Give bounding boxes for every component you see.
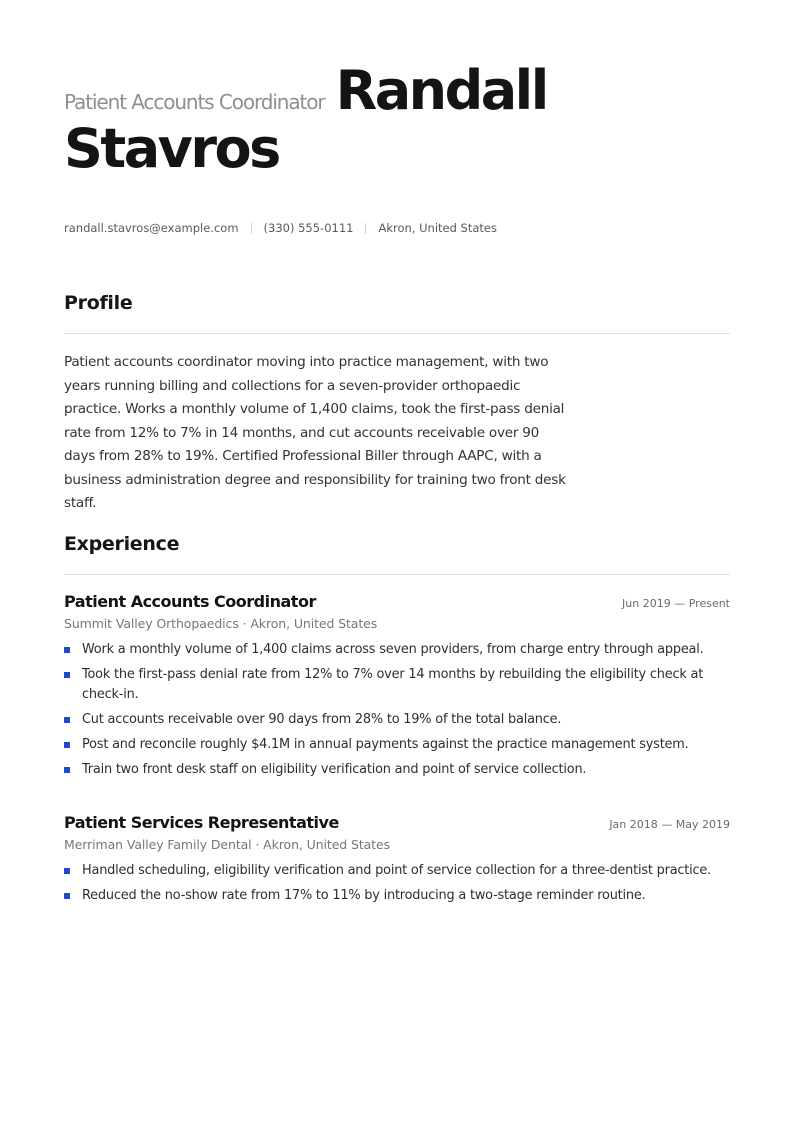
bullet-item [64, 640, 730, 660]
bullet-item [64, 665, 730, 704]
contact-divider [251, 223, 252, 234]
bullet-square-icon [64, 742, 70, 748]
job-dates: Jan 2018 — May 2019 [609, 818, 730, 831]
job-company: Merriman Valley Family Dental · Akron, United States [64, 837, 390, 852]
bullet-text: Post and reconcile roughly $4.1M in annual payments against the practice management system. [82, 736, 689, 752]
job-header [64, 592, 730, 611]
job-entry [64, 813, 730, 911]
bullet-text: Reduced the no-show rate from 17% to 11% by introducing a two-stage reminder routine. [82, 888, 646, 903]
bullet-text: Train two front desk staff on eligibility verification and point of service collection. [82, 761, 587, 777]
job-bullets [64, 640, 730, 779]
bullet-square-icon [64, 767, 70, 773]
contact-divider [365, 223, 366, 234]
contact-phone[interactable]: (330) 555-0111 [263, 221, 354, 235]
job-title: Patient Accounts Coordinator [64, 90, 325, 114]
experience-heading: Experience [64, 533, 180, 555]
job-bullets [64, 861, 730, 906]
bullet-square-icon [64, 868, 70, 874]
bullet-item [64, 861, 730, 881]
profile-text: Patient accounts coordinator moving into practice management, with two years running billing and collections for a seven-provider orthopaedic practice. Works a monthly volume of 1,400 claims, took the first-pass denial rate from 12% to 7% in 14 months, and cut accounts receivable over 90 days from 28% to 19%. Certified Professional Biller through AAPC, with a business administration degree and responsibility for training two front desk staff. [64, 354, 566, 511]
job-entry [64, 592, 730, 785]
contact-email[interactable]: randall.stavros@example.com [64, 221, 239, 235]
bullet-item [64, 735, 730, 755]
contact-location: Akron, United States [378, 221, 497, 235]
bullet-square-icon [64, 647, 70, 653]
bullet-square-icon [64, 717, 70, 723]
job-role: Patient Services Representative [64, 813, 339, 832]
bullet-item [64, 710, 730, 730]
job-dates: Jun 2019 — Present [622, 597, 730, 610]
title-line [64, 59, 730, 122]
job-role: Patient Accounts Coordinator [64, 592, 316, 611]
last-name: Stavros [64, 117, 279, 180]
bullet-text: Cut accounts receivable over 90 days from 28% to 19% of the total balance. [82, 711, 562, 727]
job-company: Summit Valley Orthopaedics · Akron, United States [64, 616, 378, 631]
bullet-item [64, 760, 730, 780]
profile-divider [64, 333, 730, 334]
bullet-square-icon [64, 893, 70, 899]
job-header [64, 813, 730, 832]
experience-divider [64, 574, 730, 575]
bullet-square-icon [64, 672, 70, 678]
contact-bar [64, 221, 497, 235]
bullet-item [64, 886, 730, 906]
first-name: Randall [335, 59, 547, 122]
bullet-text: Took the first-pass denial rate from 12% to 7% over 14 months by rebuilding the eligibility check at check-in. [82, 667, 704, 702]
profile-heading: Profile [64, 292, 133, 314]
bullet-text: Handled scheduling, eligibility verification and point of service collection for a three-dentist practice. [82, 863, 712, 878]
bullet-text: Work a monthly volume of 1,400 claims across seven providers, from charge entry through appeal. [82, 642, 704, 657]
resume-header [64, 59, 730, 180]
